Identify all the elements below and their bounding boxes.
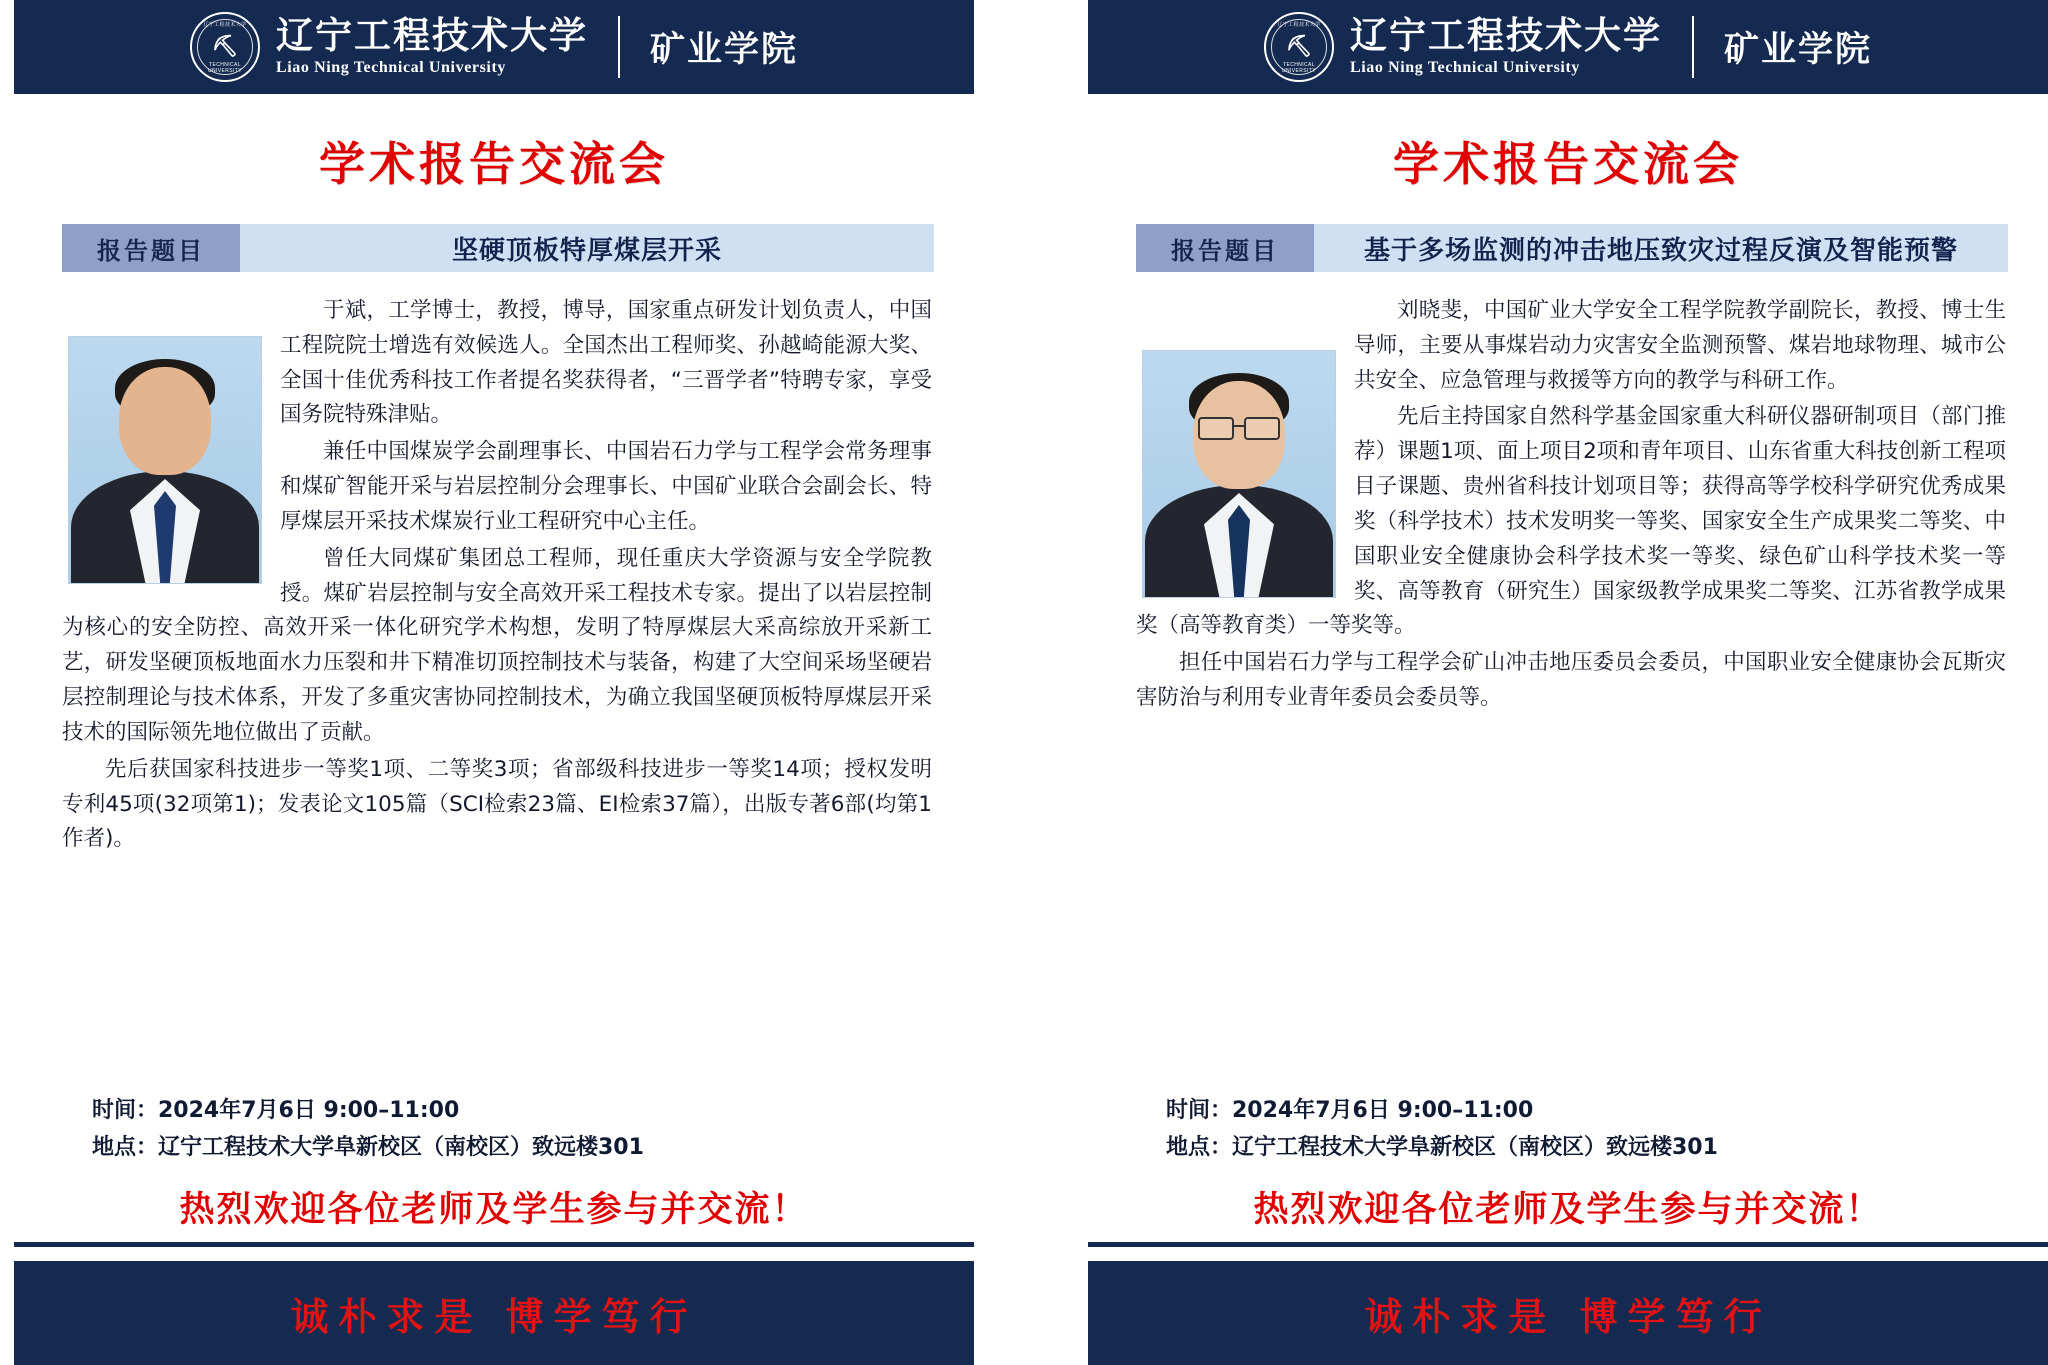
- header-divider: [618, 16, 620, 78]
- university-name-en: Liao Ning Technical University: [275, 58, 507, 76]
- footer-gap: [1088, 1247, 2048, 1261]
- photo-glasses-icon: [1196, 417, 1282, 437]
- university-crest-icon: [1264, 12, 1334, 82]
- college-name: 矿业学院: [649, 30, 798, 70]
- poster-right-inner: [1074, 0, 2048, 1365]
- event-time: 时间：2024年7月6日 9:00–11:00: [92, 1098, 460, 1124]
- bio-paragraph: 先后获国家科技进步一等奖1项、二等奖3项；省部级科技进步一等奖14项；授权发明专利45项(32项第1)；发表论文105篇（SCI检索23篇、EI检索37篇），出版专著6部(均第1作者)。: [62, 756, 932, 852]
- poster-right: [1074, 0, 2048, 1365]
- bio-paragraph: 于斌，工学博士，教授，博导，国家重点研发计划负责人，中国工程院院士增选有效候选人。全国杰出工程师奖、孙越崎能源大奖、全国十佳优秀科技工作者提名奖获得者，“三晋学者”特聘专家，享受国务院特殊津贴。: [280, 298, 932, 428]
- header-content: [1264, 12, 1872, 82]
- event-meta: [92, 1093, 944, 1166]
- bio-paragraph: 兼任中国煤炭学会副理事长、中国岩石力学与工程学会常务理事和煤矿智能开采与岩层控制分会理事长、中国矿业联合会副会长、特厚煤层开采技术煤炭行业工程研究中心主任。: [280, 439, 932, 534]
- crest-glyph-icon: ⛏: [1285, 33, 1313, 58]
- university-name-block: [1349, 14, 1662, 77]
- crest-arc-bottom-text: TECHNICAL UNIVERSITY: [1281, 62, 1316, 74]
- speaker-bio-block: [1118, 294, 2018, 1079]
- bio-paragraph: 担任中国岩石力学与工程学会矿山冲击地压委员会委员，中国职业安全健康协会瓦斯灾害防治与利用专业青年委员会委员等。: [1136, 650, 2006, 711]
- header-divider: [1692, 16, 1694, 78]
- crest-arc-bottom-text: TECHNICAL UNIVERSITY: [207, 62, 242, 74]
- poster-left: [0, 0, 974, 1365]
- poster-header: [14, 0, 974, 94]
- university-name-cn: 辽宁工程技术大学: [1349, 14, 1662, 58]
- bio-paragraph: 曾任大同煤矿集团总工程师，现任重庆大学资源与安全学院教授。煤矿岩层控制与安全高效开采工程技术专家。提出了以岩层控制为核心的安全防控、高效开采一体化研究学术构想，发明了特厚煤层大采高综放开采新工艺，研发坚硬顶板地面水力压裂和井下精准切顶控制技术与装备，构建了大空间采场坚硬岩层控制理论与技术体系，开发了多重灾害协同控制技术，为确立我国坚硬顶板特厚煤层开采技术的国际领先地位做出了贡献。: [62, 545, 932, 745]
- university-name-cn: 辽宁工程技术大学: [275, 14, 588, 58]
- page-title: 学术报告交流会: [319, 137, 669, 191]
- topic-label: 报告题目: [62, 224, 240, 272]
- poster-footer: [1088, 1261, 2048, 1365]
- speaker-photo-yu-bin: [68, 336, 262, 584]
- crest-glyph-icon: ⛏: [211, 33, 239, 58]
- event-time: 时间：2024年7月6日 9:00–11:00: [1166, 1098, 1534, 1124]
- topic-value: 坚硬顶板特厚煤层开采: [240, 224, 934, 272]
- welcome-line: 热烈欢迎各位老师及学生参与并交流！: [1253, 1190, 1883, 1230]
- event-meta: [1166, 1093, 2018, 1166]
- event-place: 地点：辽宁工程技术大学阜新校区（南校区）致远楼301: [1166, 1134, 1718, 1160]
- header-content: [190, 12, 798, 82]
- event-place: 地点：辽宁工程技术大学阜新校区（南校区）致远楼301: [92, 1134, 644, 1160]
- footer-motto: 诚朴求是 博学笃行: [290, 1294, 698, 1339]
- page-title: 学术报告交流会: [1393, 137, 1743, 191]
- photo-face: [119, 367, 211, 475]
- topic-value: 基于多场监测的冲击地压致灾过程反演及智能预警: [1314, 224, 2008, 272]
- poster-footer: [14, 1261, 974, 1365]
- poster-left-inner: [0, 0, 974, 1365]
- topic-row: [62, 224, 934, 272]
- crest-arc-top-text: 辽宁工程技术大学: [1277, 22, 1321, 28]
- footer-motto: 诚朴求是 博学笃行: [1364, 1294, 1772, 1339]
- footer-gap: [14, 1247, 974, 1261]
- university-name-block: [275, 14, 588, 77]
- welcome-line: 热烈欢迎各位老师及学生参与并交流！: [179, 1190, 809, 1230]
- bio-paragraph: 刘晓斐，中国矿业大学安全工程学院教学副院长，教授、博士生导师，主要从事煤岩动力灾害安全监测预警、煤岩地球物理、城市公共安全、应急管理与救援等方向的教学与科研工作。: [1354, 298, 2006, 393]
- topic-label: 报告题目: [1136, 224, 1314, 272]
- topic-row: [1136, 224, 2008, 272]
- poster-body: [1088, 94, 2048, 1242]
- poster-header: [1088, 0, 2048, 94]
- speaker-bio-block: [44, 294, 944, 1079]
- speaker-photo-liu-xiaofei: [1142, 350, 1336, 598]
- crest-arc-top-text: 辽宁工程技术大学: [203, 22, 247, 28]
- university-crest-icon: [190, 12, 260, 82]
- bio-paragraph: 先后主持国家自然科学基金国家重大科研仪器研制项目（部门推荐）课题1项、面上项目2项和青年项目、山东省重大科技创新工程项目子课题、贵州省科技计划项目等；获得高等学校科学研究优秀成果奖（科学技术）技术发明奖一等奖、国家安全生产成果奖二等奖、中国职业安全健康协会科学技术奖一等奖、绿色矿山科学技术奖一等奖、高等教育（研究生）国家级教学成果奖二等奖、江苏省教学成果奖（高等教育类）一等奖等。: [1136, 404, 2006, 639]
- poster-body: [14, 94, 974, 1242]
- university-name-en: Liao Ning Technical University: [1349, 58, 1581, 76]
- college-name: 矿业学院: [1723, 30, 1872, 70]
